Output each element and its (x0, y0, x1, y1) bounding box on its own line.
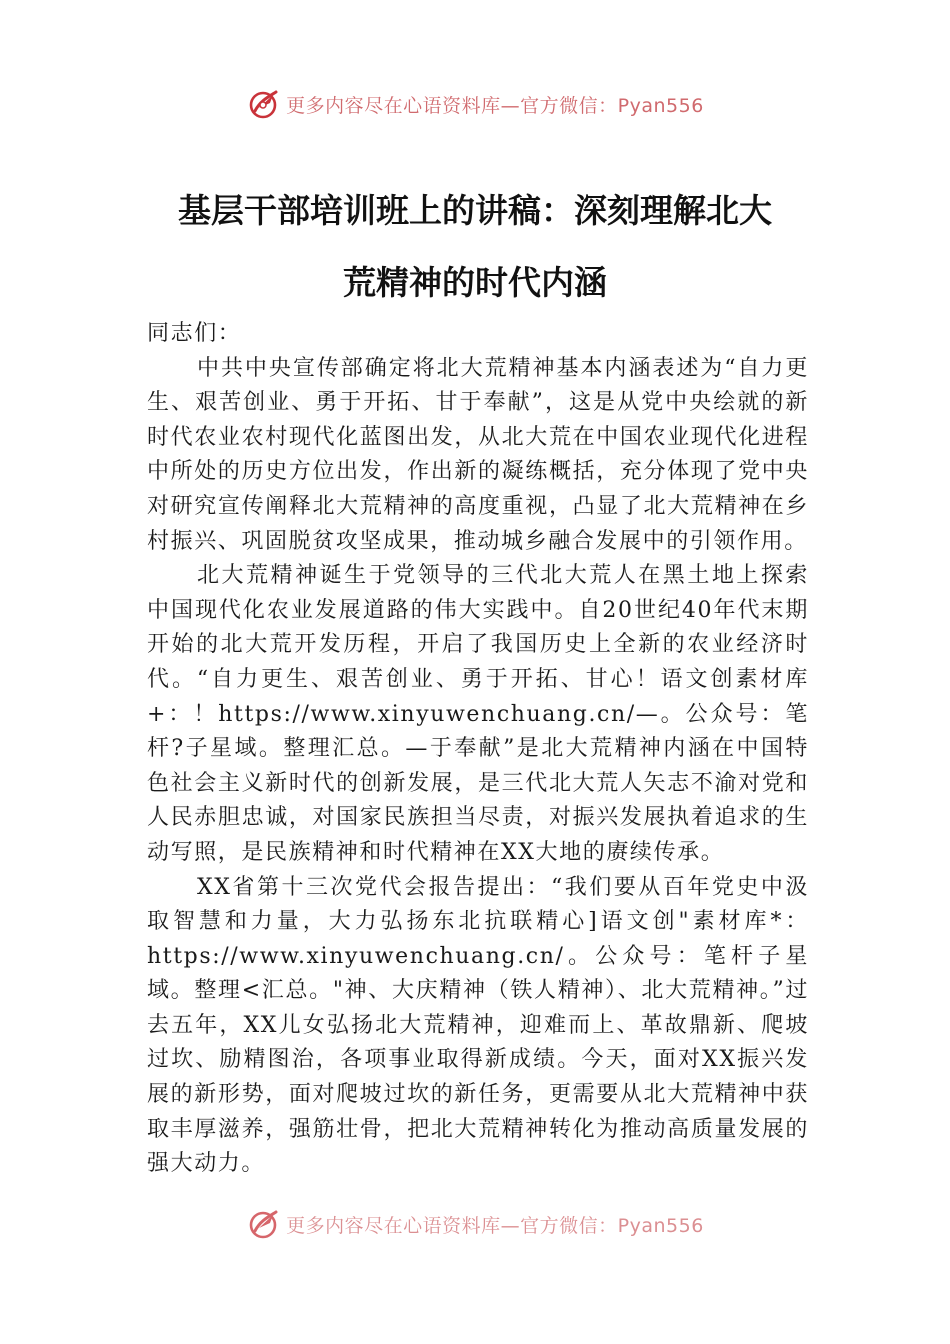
pen-swirl-logo-icon (246, 1207, 280, 1241)
footer-banner (0, 1206, 950, 1242)
document-body (147, 317, 809, 1217)
title-line-2: 荒精神的时代内涵 (343, 263, 607, 302)
title-line-1: 基层干部培训班上的讲稿：深刻理解北大 (178, 191, 772, 230)
footer-banner-text: 更多内容尽在心语资料库—官方微信：Pyan556 (286, 1214, 704, 1237)
document-title (130, 188, 820, 332)
header-banner-text: 更多内容尽在心语资料库—官方微信：Pyan556 (286, 94, 704, 117)
header-banner (0, 84, 950, 124)
pen-swirl-logo-icon (246, 87, 280, 121)
salutation: 同志们： (147, 321, 242, 346)
paragraph-2: 北大荒精神诞生于党领导的三代北大荒人在黑土地上探索中国现代化农业发展道路的伟大实践中。自20世纪40年代末期开始的北大荒开发历程，开启了我国历史上全新的农业经济时代。“自力更生、艰苦创业、勇于开拓、甘心！语文创素材库+：！https://www.xinyuwenchuang.cn/—。公众号：笔杆?子星域。整理汇总。—于奉献”是北大荒精神内涵在中国特色社会主义新时代的创新发展，是三代北大荒人矢志不渝对党和人民赤胆忠诚，对国家民族担当尽责，对振兴发展执着追求的生动写照，是民族精神和时代精神在XX大地的赓续传承。 (147, 563, 809, 865)
paragraph-3: XX省第十三次党代会报告提出：“我们要从百年党史中汲取智慧和力量，大力弘扬东北抗联精心]语文创"素材库*：https://www.xinyuwenchuang.cn/。公众号：笔杆子星域。整理<汇总。"神、大庆精神（铁人精神）、北大荒精神。”过去五年，XX儿女弘扬北大荒精神，迎难而上、革故鼎新、爬坡过坎、励精图治，各项事业取得新成绩。今天，面对XX振兴发展的新形势，面对爬坡过坎的新任务，更需要从北大荒精神中获取丰厚滋养，强筋壮骨，把北大荒精神转化为推动高质量发展的强大动力。 (147, 874, 809, 1177)
paragraph-1: 中共中央宣传部确定将北大荒精神基本内涵表述为“自力更生、艰苦创业、勇于开拓、甘于奉献”，这是从党中央绘就的新时代农业农村现代化蓝图出发，从北大荒在中国农业现代化进程中所处的历史方位出发，作出新的凝练概括，充分体现了党中央对研究宣传阐释北大荒精神的高度重视，凸显了北大荒精神在乡村振兴、巩固脱贫攻坚成果，推动城乡融合发展中的引领作用。 (147, 355, 809, 554)
